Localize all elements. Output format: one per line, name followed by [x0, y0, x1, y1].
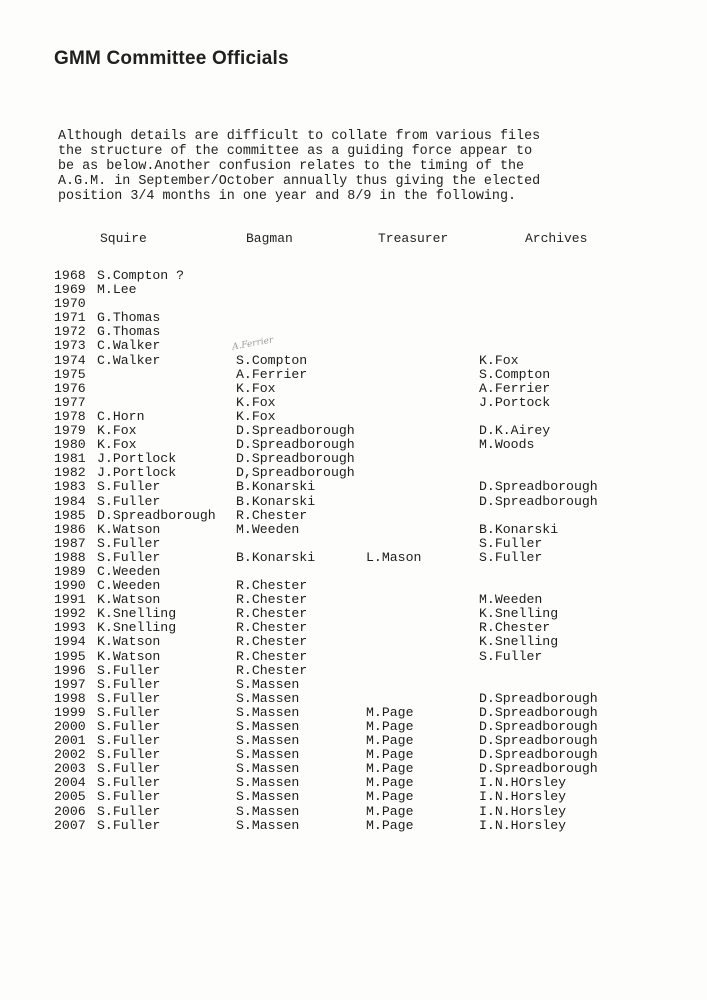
bagman-cell: R.Chester [236, 648, 308, 664]
archives-cell: R.Chester [479, 620, 551, 636]
squire-cell: C.Weeden [97, 578, 161, 594]
column-header-squire: Squire [100, 231, 147, 246]
intro-line: Although details are difficult to collate from various files [58, 129, 541, 144]
squire-cell: D.Spreadborough [97, 507, 216, 523]
squire-cell: G.Thomas [97, 310, 161, 326]
bagman-cell: B.Konarski [236, 549, 316, 565]
archives-cell: I.N.HOrsley [479, 775, 567, 791]
treasurer-cell: M.Page [366, 719, 414, 734]
bagman-cell: S.Massen [236, 803, 300, 819]
bagman-cell: S.Massen [236, 690, 300, 706]
year-cell: 1994 [54, 634, 86, 650]
bagman-cell: R.Chester [236, 507, 308, 523]
treasurer-cell: M.Page [366, 747, 414, 763]
bagman-cell: R.Chester [236, 606, 308, 622]
bagman-cell: S.Massen [236, 761, 300, 777]
year-cell: 1979 [54, 423, 86, 439]
treasurer-cell: M.Page [366, 704, 414, 720]
bagman-cell: S.Massen [236, 676, 300, 692]
intro-line: A.G.M. in September/October annually thus giving the elected [58, 174, 541, 189]
archives-cell: I.N.Horsley [479, 789, 567, 805]
bagman-cell: R.Chester [236, 620, 308, 636]
archives-cell: D.K.Airey [479, 423, 551, 439]
squire-cell: C.Weeden [97, 563, 161, 579]
bagman-cell: S.Massen [236, 775, 300, 791]
archives-cell: I.N.Horsley [479, 803, 567, 819]
archives-cell: D.Spreadborough [479, 493, 598, 509]
treasurer-cell: L.Mason [366, 549, 422, 565]
year-cell: 1977 [54, 394, 86, 410]
squire-cell: S.Fuller [97, 690, 161, 706]
year-cell: 1998 [54, 690, 86, 706]
year-cell: 2002 [54, 747, 86, 763]
year-cell: 1975 [54, 366, 86, 382]
squire-cell: S.Fuller [97, 535, 161, 551]
treasurer-cell: M.Page [366, 803, 414, 819]
year-cell: 1990 [54, 578, 86, 594]
year-cell: 1972 [54, 324, 86, 340]
year-cell: 1983 [54, 479, 86, 495]
treasurer-cell: M.Page [366, 789, 414, 805]
column-header-archives: Archives [525, 231, 588, 246]
bagman-cell: R.Chester [236, 592, 308, 608]
treasurer-cell: M.Page [366, 761, 414, 777]
intro-line: position 3/4 months in one year and 8/9 in the following. [58, 189, 517, 204]
year-cell: 2007 [54, 817, 86, 833]
squire-cell: S.Fuller [97, 479, 161, 495]
year-cell: 1970 [54, 296, 86, 312]
squire-cell: S.Fuller [97, 747, 161, 763]
squire-cell: K.Snelling [97, 606, 177, 622]
year-cell: 1987 [54, 535, 86, 551]
squire-cell: C.Walker [97, 352, 161, 368]
bagman-cell: M.Weeden [236, 521, 300, 537]
squire-cell: S.Fuller [97, 704, 161, 720]
squire-cell: K.Watson [97, 648, 161, 664]
archives-cell: D.Spreadborough [479, 690, 598, 706]
bagman-cell: K.Fox [236, 408, 276, 424]
squire-cell: K.Watson [97, 634, 161, 650]
year-cell: 1996 [54, 662, 86, 678]
bagman-cell: S.Massen [236, 719, 300, 734]
year-cell: 2006 [54, 803, 86, 819]
year-cell: 1980 [54, 437, 86, 453]
bagman-cell: S.Massen [236, 704, 300, 720]
archives-cell: K.Fox [479, 352, 519, 368]
archives-cell: K.Snelling [479, 606, 559, 622]
year-cell: 1992 [54, 606, 86, 622]
year-cell: 1995 [54, 648, 86, 664]
treasurer-cell: M.Page [366, 775, 414, 791]
squire-cell: S.Compton ? [97, 268, 185, 283]
squire-cell: C.Walker [97, 338, 161, 354]
squire-cell: S.Fuller [97, 817, 161, 833]
squire-cell: S.Fuller [97, 761, 161, 777]
intro-paragraph [58, 129, 618, 204]
archives-cell: S.Fuller [479, 549, 543, 565]
squire-cell: S.Fuller [97, 789, 161, 805]
squire-cell: C.Horn [97, 408, 145, 424]
squire-cell: S.Fuller [97, 733, 161, 749]
treasurer-cell: M.Page [366, 733, 414, 749]
year-cell: 2005 [54, 789, 86, 805]
archives-cell: I.N.Horsley [479, 817, 567, 833]
archives-cell: D.Spreadborough [479, 704, 598, 720]
year-cell: 1969 [54, 282, 86, 298]
year-cell: 1988 [54, 549, 86, 565]
bagman-cell: B.Konarski [236, 493, 316, 509]
archives-cell: D.Spreadborough [479, 747, 598, 763]
squire-cell: S.Fuller [97, 549, 161, 565]
squire-cell: S.Fuller [97, 719, 161, 734]
year-cell: 2004 [54, 775, 86, 791]
archives-cell: D.Spreadborough [479, 761, 598, 777]
bagman-cell: R.Chester [236, 662, 308, 678]
archives-cell: K.Snelling [479, 634, 559, 650]
year-cell: 1973 [54, 338, 86, 354]
year-cell: 1981 [54, 451, 86, 467]
squire-cell: S.Fuller [97, 803, 161, 819]
squire-cell: S.Fuller [97, 493, 161, 509]
squire-cell: S.Fuller [97, 676, 161, 692]
page-title: GMM Committee Officials [54, 48, 289, 69]
year-cell: 1999 [54, 704, 86, 720]
year-cell: 1989 [54, 563, 86, 579]
bagman-cell: R.Chester [236, 634, 308, 650]
squire-cell: K.Watson [97, 521, 161, 537]
archives-cell: S.Compton [479, 366, 551, 382]
archives-cell: A.Ferrier [479, 380, 551, 396]
squire-cell: K.Snelling [97, 620, 177, 636]
squire-cell: S.Fuller [97, 662, 161, 678]
bagman-cell: S.Massen [236, 747, 300, 763]
year-cell: 1968 [54, 268, 86, 283]
archives-cell: D.Spreadborough [479, 733, 598, 749]
year-cell: 2003 [54, 761, 86, 777]
year-cell: 1982 [54, 465, 86, 481]
handwritten-note: A.Ferrier [231, 335, 275, 353]
bagman-cell: S.Massen [236, 733, 300, 749]
bagman-cell: K.Fox [236, 380, 276, 396]
archives-cell: D.Spreadborough [479, 479, 598, 495]
squire-cell: S.Fuller [97, 775, 161, 791]
squire-cell: G.Thomas [97, 324, 161, 340]
intro-line: be as below.Another confusion relates to the timing of the [58, 159, 525, 174]
bagman-cell: K.Fox [236, 394, 276, 410]
archives-cell: S.Fuller [479, 648, 543, 664]
bagman-cell: S.Compton [236, 352, 308, 368]
year-cell: 1997 [54, 676, 86, 692]
bagman-cell: D.Spreadborough [236, 451, 355, 467]
treasurer-cell: M.Page [366, 817, 414, 833]
column-header-bagman: Bagman [246, 231, 293, 246]
archives-cell: M.Weeden [479, 592, 543, 608]
year-cell: 1971 [54, 310, 86, 326]
year-cell: 1978 [54, 408, 86, 424]
year-cell: 1984 [54, 493, 86, 509]
year-cell: 1976 [54, 380, 86, 396]
squire-cell: K.Fox [97, 437, 137, 453]
bagman-cell: D,Spreadborough [236, 465, 355, 481]
archives-cell: M.Woods [479, 437, 535, 453]
bagman-cell: A.Ferrier [236, 366, 308, 382]
year-cell: 1974 [54, 352, 86, 368]
intro-line: the structure of the committee as a guiding force appear to [58, 144, 533, 159]
bagman-cell: S.Massen [236, 817, 300, 833]
year-cell: 1986 [54, 521, 86, 537]
squire-cell: J.Portlock [97, 465, 177, 481]
column-header-treasurer: Treasurer [378, 231, 449, 246]
bagman-cell: D.Spreadborough [236, 423, 355, 439]
squire-cell: K.Fox [97, 423, 137, 439]
archives-cell: B.Konarski [479, 521, 559, 537]
archives-cell: S.Fuller [479, 535, 543, 551]
archives-cell: D.Spreadborough [479, 719, 598, 734]
squire-cell: M.Lee [97, 282, 137, 298]
archives-cell: J.Portock [479, 394, 551, 410]
bagman-cell: D.Spreadborough [236, 437, 355, 453]
bagman-cell: B.Konarski [236, 479, 316, 495]
squire-cell: K.Watson [97, 592, 161, 608]
year-cell: 1991 [54, 592, 86, 608]
bagman-cell: R.Chester [236, 578, 308, 594]
squire-cell: J.Portlock [97, 451, 177, 467]
year-cell: 2001 [54, 733, 86, 749]
year-cell: 1993 [54, 620, 86, 636]
year-cell: 2000 [54, 719, 86, 734]
year-cell: 1985 [54, 507, 86, 523]
bagman-cell: S.Massen [236, 789, 300, 805]
